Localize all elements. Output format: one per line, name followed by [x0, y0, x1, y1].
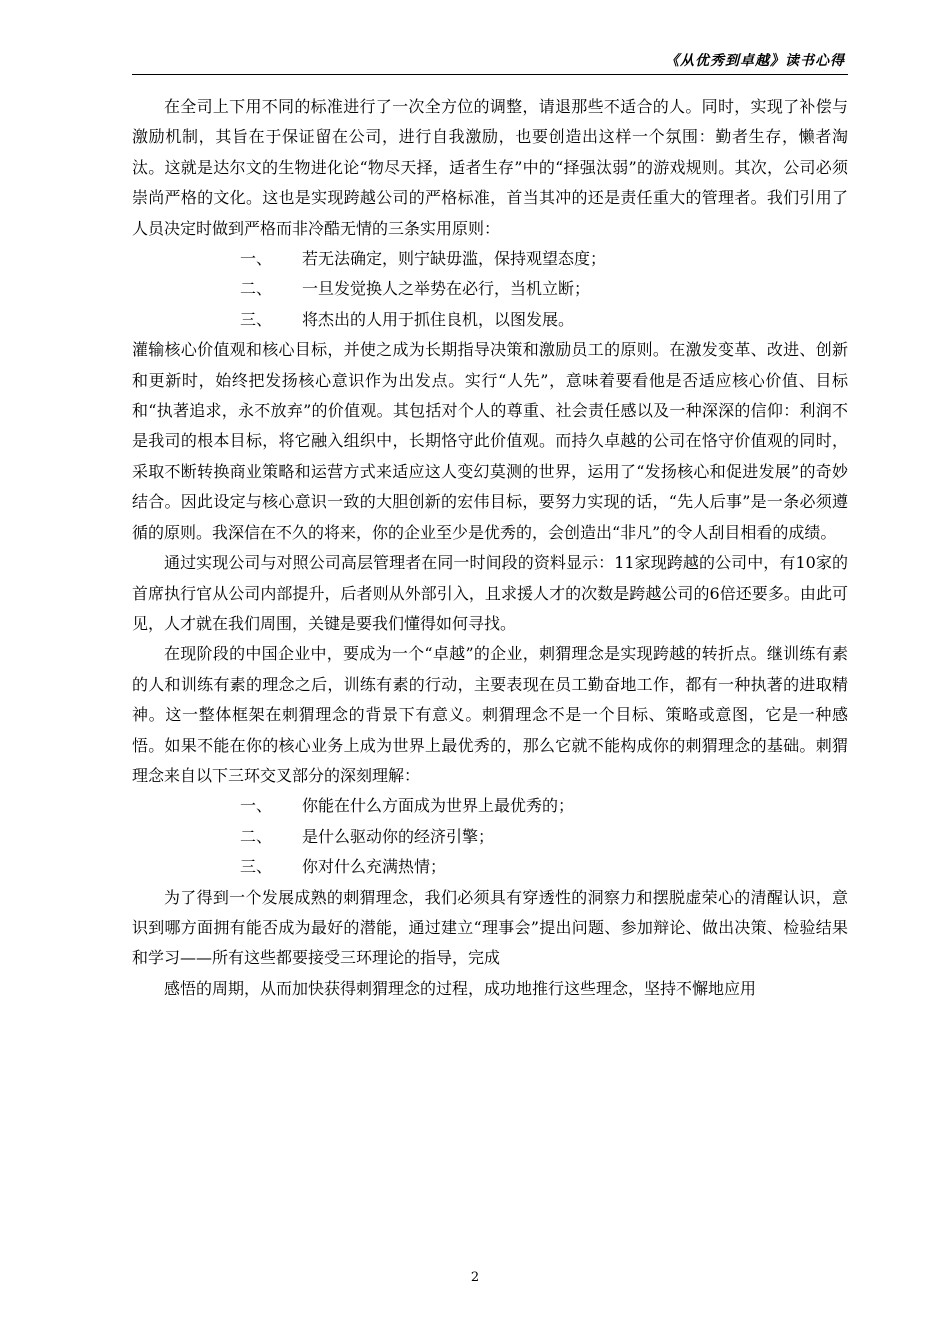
list-item	[132, 852, 848, 882]
list-item-text: 若无法确定，则宁缺毋滥，保持观望态度；	[302, 249, 607, 269]
list-item-number: 三、	[240, 309, 273, 329]
list-item	[132, 305, 848, 335]
paragraph: 在全司上下用不同的标准进行了一次全方位的调整，请退那些不适合的人。同时，实现了补偿与激励机制，其旨在于保证留在公司，进行自我激励，也要创造出这样一个氛围：勤者生存，懒者淘汰。这就是达尔文的生物进化论“物尽天择，适者生存”中的“择强汰弱”的游戏规则。其次，公司必须崇尚严格的文化。这也是实现跨越公司的严格标准，首当其冲的还是责任重大的管理者。我们引用了人员决定时做到严格而非冷酷无情的三条实用原则：	[132, 97, 848, 238]
list-item-text: 一旦发觉换人之举势在必行，当机立断；	[302, 279, 591, 299]
header-divider	[132, 74, 848, 75]
list-item	[132, 244, 848, 274]
document-body	[132, 92, 848, 1004]
list-item-number: 二、	[240, 279, 273, 299]
list-item-text: 你对什么充满热情；	[302, 857, 447, 877]
list-item-text: 你能在什么方面成为世界上最优秀的；	[302, 796, 575, 816]
list-item-number: 一、	[240, 249, 273, 269]
list-item	[132, 274, 848, 304]
paragraph: 通过实现公司与对照公司高层管理者在同一时间段的资料显示：11家现跨越的公司中，有10家的首席执行官从公司内部提升，后者则从外部引入，且求援人才的次数是跨越公司的6倍还要多。由此可见，人才就在我们周围，关键是要我们懂得如何寻找。	[132, 553, 848, 633]
header-title: 《从优秀到卓越》读书心得	[665, 53, 845, 69]
paragraph: 在现阶段的中国企业中，要成为一个“卓越”的企业，刺猬理念是实现跨越的转折点。继训练有素的人和训练有素的理念之后，训练有素的行动，主要表现在员工勤奋地工作，都有一种执著的进取精神。这一整体框架在刺猬理念的背景下有意义。刺猬理念不是一个目标、策略或意图，它是一种感悟。如果不能在你的核心业务上成为世界上最优秀的，那么它就不能构成你的刺猬理念的基础。刺猬理念来自以下三环交叉部分的深刻理解：	[132, 644, 848, 785]
paragraph: 为了得到一个发展成熟的刺猬理念，我们必须具有穿透性的洞察力和摆脱虚荣心的清醒认识，意识到哪方面拥有能否成为最好的潜能，通过建立“理事会”提出问题、参加辩论、做出决策、检验结果和学习——所有这些都要接受三环理论的指导，完成	[132, 887, 848, 968]
list-item	[132, 791, 848, 821]
list-item-number: 三、	[240, 857, 273, 877]
list-item-text: 将杰出的人用于抓住良机，以图发展。	[302, 309, 575, 329]
paragraph: 灌输核心价值观和核心目标，并使之成为长期指导决策和激励员工的原则。在激发变革、改进、创新和更新时，始终把发扬核心意识作为出发点。实行“人先”，意味着要看他是否适应核心价值、目标和“执著追求，永不放弃”的价值观。其包括对个人的尊重、社会责任感以及一种深深的信仰：利润不是我司的根本目标，将它融入组织中，长期恪守此价值观。而持久卓越的公司在恪守价值观的同时，采取不断转换商业策略和运营方式来适应这人变幻莫测的世界，运用了“发扬核心和促进发展”的奇妙结合。因此设定与核心意识一致的大胆创新的宏伟目标，要努力实现的话，“先人后事”是一条必须遵循的原则。我深信在不久的将来，你的企业至少是优秀的，会创造出“非凡”的令人刮目相看的成绩。	[132, 340, 848, 542]
list-item-text: 是什么驱动你的经济引擎；	[302, 826, 495, 846]
list-item-number: 二、	[240, 826, 273, 846]
paragraph: 感悟的周期，从而加快获得刺猬理念的过程，成功地推行这些理念，坚持不懈地应用	[164, 978, 757, 998]
list-item-number: 一、	[240, 796, 273, 816]
page-number: 2	[470, 1270, 480, 1285]
list-item	[132, 822, 848, 852]
